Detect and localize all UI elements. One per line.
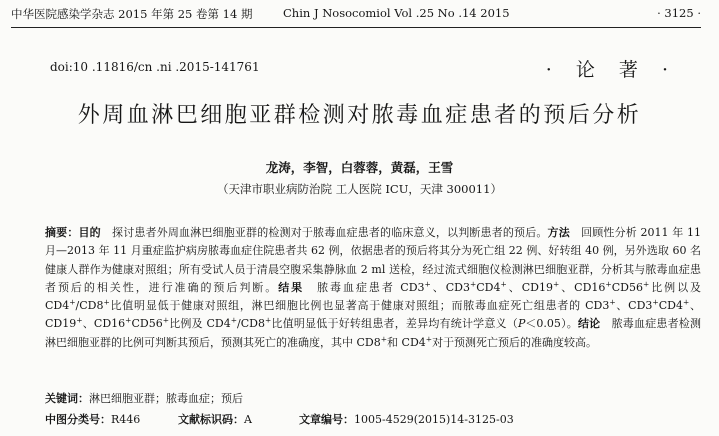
page-number: · 3125 · bbox=[657, 6, 701, 20]
journal-header-cn: 中华医院感染学杂志 2015 年第 25 卷第 14 期 bbox=[11, 7, 253, 21]
keywords-label: 关键词： bbox=[45, 392, 89, 405]
journal-header-en: Chin J Nosocomiol Vol .25 No .14 2015 bbox=[283, 6, 510, 20]
article-number: 文章编号：1005-4529(2015)14-3125-03 bbox=[299, 413, 514, 426]
abstract bbox=[45, 224, 701, 352]
document-code: 文献标识码：A bbox=[178, 413, 252, 426]
conclusion-text: 脓毒血症患者检测淋巴细胞亚群的比例可判断其预后，预测其死亡的准确度，其中 CD8+和 CD4+对于预测死亡预后的准确度较高。 bbox=[45, 317, 702, 349]
objective-text: 探讨患者外周血淋巴细胞亚群的检测对于脓毒血症患者的临床意义，以判断患者的预后。 bbox=[112, 226, 548, 239]
affiliation: （天津市职业病防治院 工人医院 ICU，天津 300011） bbox=[217, 182, 502, 196]
keywords bbox=[45, 390, 243, 406]
method-text: 回顾性分析 2011 年 11 月—2013 年 11 月重症监护病房脓毒血症住院患者共 62 例，依据患者的预后将其分为死亡组 22 例、好转组 40 例，另外选取 60 名健康人群作为健康对照组；所有受试人员于清晨空腹采集静脉血 2 ml 送检，经过流式细胞仪检测淋巴细胞亚群，分析其与脓毒血症患者预后的相关性，进行准确的预后判断。 bbox=[45, 226, 702, 294]
keywords-value: 淋巴细胞亚群；脓毒血症；预后 bbox=[89, 392, 243, 405]
abstract-label: 摘要： bbox=[45, 226, 79, 239]
authors: 龙涛，李智，白蓉蓉，黄磊，王雪 bbox=[265, 160, 454, 175]
conclusion-label: 结论 bbox=[577, 317, 601, 331]
objective-label: 目的 bbox=[78, 226, 101, 239]
article-title: 外周血淋巴细胞亚群检测对脓毒血症患者的预后分析 bbox=[77, 103, 642, 128]
doi[interactable]: doi:10 .11816/cn .ni .2015-141761 bbox=[50, 60, 260, 74]
method-label: 方法 bbox=[547, 226, 570, 239]
column-label: · 论 著 · bbox=[545, 59, 677, 81]
result-label: 结果 bbox=[278, 280, 305, 294]
result-text: 脓毒血症患者 CD3+、CD3+CD4+、CD19+、CD16+CD56+比例以及 CD4+/CD8+比值明显低于健康对照组，淋巴细胞比例也显著高于健康对照组；而脓毒血症死亡组患者的 CD3+、CD3+CD4+、CD19+、CD16+CD56+比例及 CD4+/CD8+比值明显低于好转组患者，差异均有统计学意义（P＜0.05）。 bbox=[45, 279, 702, 331]
clc-number: 中图分类号：R446 bbox=[45, 413, 141, 426]
header-rule bbox=[11, 27, 701, 28]
